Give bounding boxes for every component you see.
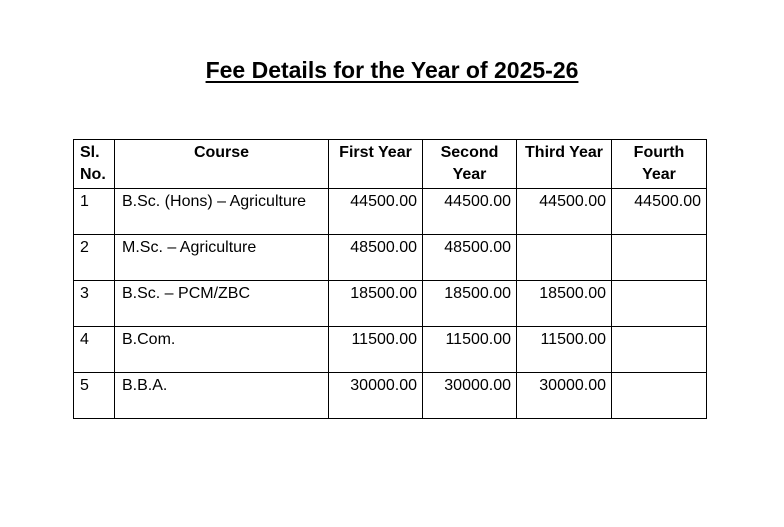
cell-second-year: 44500.00 (423, 189, 517, 235)
fee-table (73, 139, 707, 419)
cell-sl-no: 4 (74, 327, 115, 373)
cell-first-year: 44500.00 (329, 189, 423, 235)
cell-third-year: 30000.00 (517, 373, 612, 419)
document-title: Fee Details for the Year of 2025-26 (205, 57, 579, 83)
cell-first-year: 11500.00 (329, 327, 423, 373)
header-sl-no: Sl. No. (74, 140, 115, 189)
table-row (74, 189, 707, 235)
cell-second-year: 48500.00 (423, 235, 517, 281)
cell-second-year: 30000.00 (423, 373, 517, 419)
table-row (74, 373, 707, 419)
cell-third-year: 11500.00 (517, 327, 612, 373)
cell-fourth-year: 44500.00 (612, 189, 707, 235)
cell-second-year: 11500.00 (423, 327, 517, 373)
cell-sl-no: 1 (74, 189, 115, 235)
table-row (74, 235, 707, 281)
cell-course: M.Sc. – Agriculture (115, 235, 329, 281)
cell-third-year (517, 235, 612, 281)
cell-first-year: 48500.00 (329, 235, 423, 281)
cell-course: B.B.A. (115, 373, 329, 419)
cell-second-year: 18500.00 (423, 281, 517, 327)
cell-first-year: 18500.00 (329, 281, 423, 327)
cell-course: B.Com. (115, 327, 329, 373)
cell-third-year: 44500.00 (517, 189, 612, 235)
fee-table-header (74, 140, 707, 189)
cell-first-year: 30000.00 (329, 373, 423, 419)
cell-sl-no: 5 (74, 373, 115, 419)
cell-fourth-year (612, 235, 707, 281)
header-fourth-year: Fourth Year (612, 140, 707, 189)
table-row (74, 327, 707, 373)
fee-table-body (74, 189, 707, 419)
cell-fourth-year (612, 327, 707, 373)
cell-course: B.Sc. – PCM/ZBC (115, 281, 329, 327)
header-second-year: Second Year (423, 140, 517, 189)
header-course: Course (115, 140, 329, 189)
cell-fourth-year (612, 281, 707, 327)
header-first-year: First Year (329, 140, 423, 189)
cell-sl-no: 3 (74, 281, 115, 327)
cell-course: B.Sc. (Hons) – Agriculture (115, 189, 329, 235)
table-row (74, 281, 707, 327)
header-row (74, 140, 707, 189)
cell-sl-no: 2 (74, 235, 115, 281)
cell-fourth-year (612, 373, 707, 419)
cell-third-year: 18500.00 (517, 281, 612, 327)
header-third-year: Third Year (517, 140, 612, 189)
